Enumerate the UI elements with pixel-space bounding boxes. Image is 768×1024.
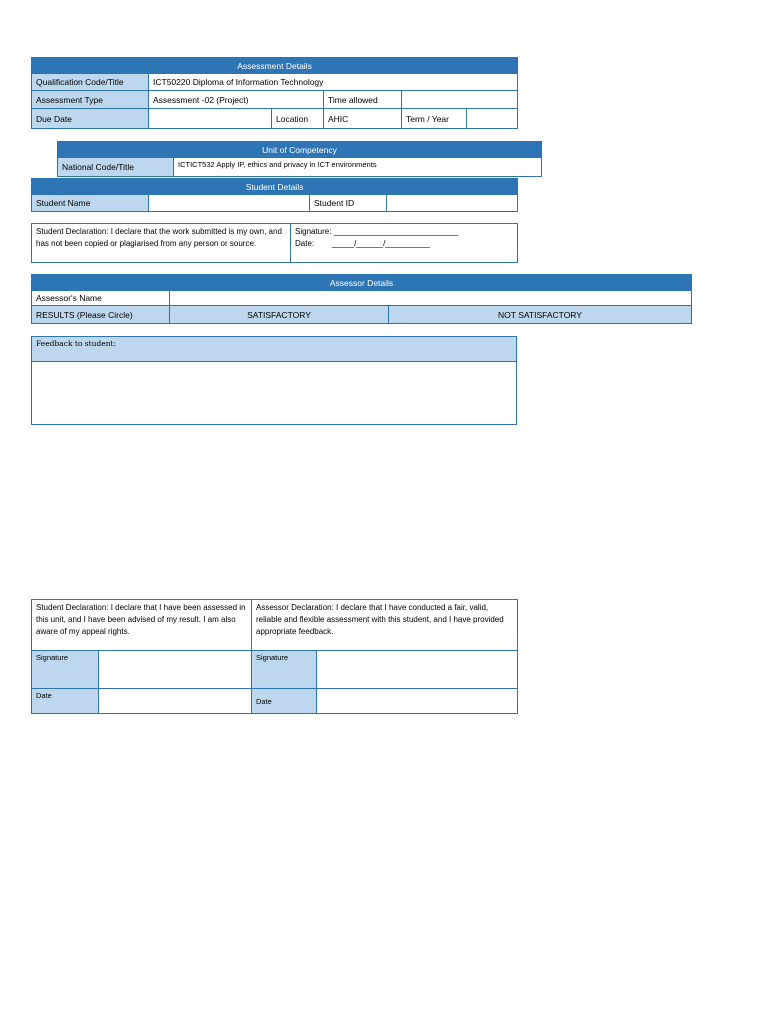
assessor-date-field[interactable] — [317, 689, 518, 714]
assessor-signature-field[interactable] — [317, 651, 518, 689]
results-label: RESULTS (Please Circle) — [32, 306, 170, 324]
national-code-label: National Code/Title — [58, 158, 174, 177]
location-value[interactable]: AHIC — [324, 109, 402, 129]
assessment-details-header: Assessment Details — [32, 58, 518, 74]
location-label: Location — [272, 109, 324, 129]
assessor-name-label: Assessor's Name — [32, 291, 170, 306]
unit-of-competency-table — [57, 141, 541, 177]
feedback-table — [31, 336, 517, 425]
date-line[interactable]: Date: _____/______/__________ — [295, 239, 430, 248]
not-satisfactory-option[interactable]: NOT SATISFACTORY — [389, 306, 692, 324]
assessor-signature-label: Signature — [252, 651, 317, 689]
student-declaration-table — [31, 223, 517, 263]
signature-line[interactable]: Signature: ____________________________ — [295, 227, 459, 236]
unit-header: Unit of Competency — [58, 142, 542, 158]
student-date-field[interactable] — [99, 689, 252, 714]
due-date-label: Due Date — [32, 109, 149, 129]
assessor-final-declaration: Assessor Declaration: I declare that I have conducted a fair, valid, reliable and flexible assessment with this student, and I have provided appropriate feedback. — [252, 600, 518, 651]
assessor-details-header: Assessor Details — [32, 275, 692, 291]
feedback-label: Feedback to student: — [32, 337, 517, 362]
term-year-value[interactable] — [467, 109, 518, 129]
term-year-label: Term / Year — [402, 109, 467, 129]
assessment-type-value[interactable]: Assessment -02 (Project) — [149, 91, 324, 109]
student-id-value[interactable] — [387, 195, 518, 212]
qualification-value[interactable]: ICT50220 Diploma of Information Technology — [149, 74, 518, 91]
student-id-label: Student ID — [310, 195, 387, 212]
assessment-details-table — [31, 57, 517, 129]
student-name-value[interactable] — [149, 195, 310, 212]
satisfactory-option[interactable]: SATISFACTORY — [170, 306, 389, 324]
final-declarations-table — [31, 599, 517, 714]
student-signature-label: Signature — [32, 651, 99, 689]
assessor-date-label: Date — [252, 689, 317, 714]
student-final-declaration: Student Declaration: I declare that I have been assessed in this unit, and I have been advised of my result. I am also aware of my appeal rights. — [32, 600, 252, 651]
time-allowed-value[interactable] — [402, 91, 518, 109]
student-details-header: Student Details — [32, 179, 518, 195]
student-name-label: Student Name — [32, 195, 149, 212]
assessment-type-label: Assessment Type — [32, 91, 149, 109]
assessor-name-value[interactable] — [170, 291, 692, 306]
student-signature-field[interactable] — [99, 651, 252, 689]
student-declaration-text: Student Declaration: I declare that the work submitted is my own, and has not been copied or plagiarised from any person or source. — [32, 224, 291, 263]
national-code-value[interactable]: ICTICT532 Apply IP, ethics and privacy in ICT environments — [174, 158, 542, 177]
due-date-value[interactable] — [149, 109, 272, 129]
student-details-table — [31, 178, 517, 212]
student-date-label: Date — [32, 689, 99, 714]
assessor-details-table — [31, 274, 691, 324]
qualification-label: Qualification Code/Title — [32, 74, 149, 91]
time-allowed-label: Time allowed — [324, 91, 402, 109]
feedback-field[interactable] — [32, 362, 517, 425]
